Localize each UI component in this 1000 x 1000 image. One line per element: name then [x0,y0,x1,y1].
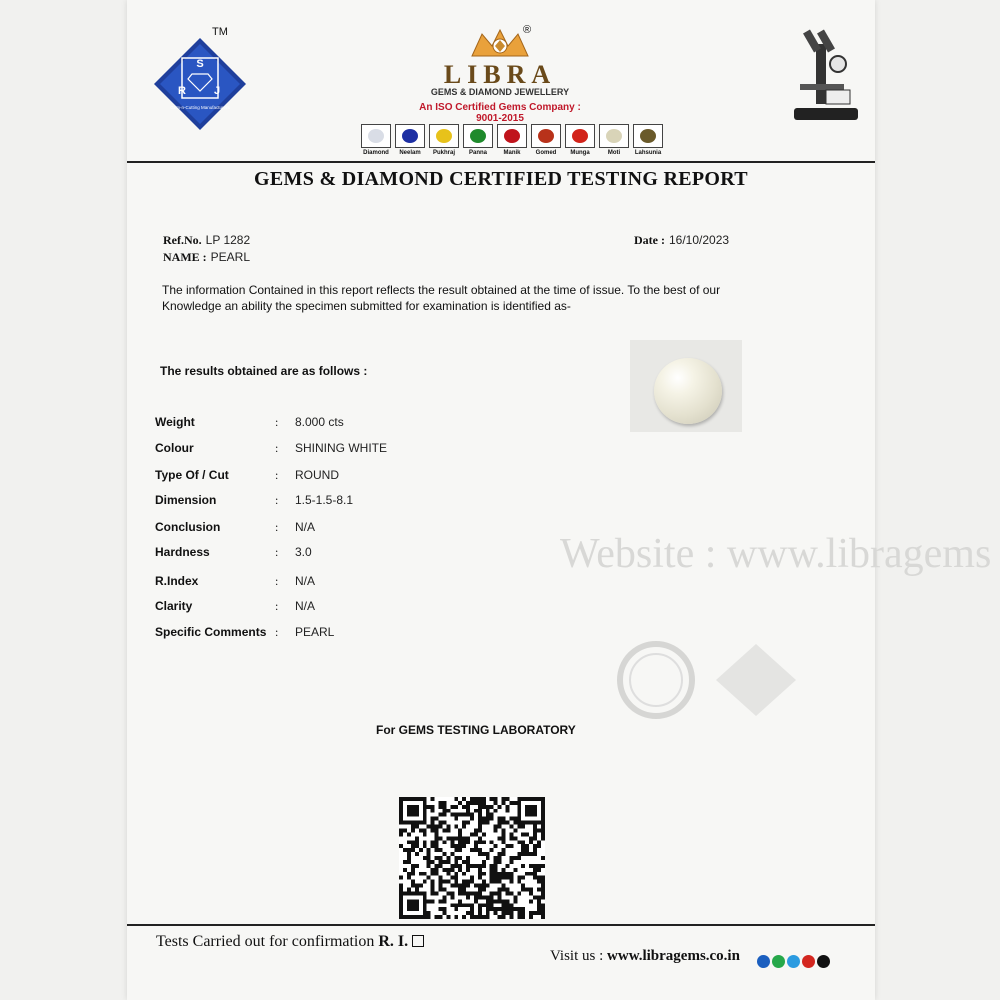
gem-label: Manik [503,150,521,156]
results-header: The results obtained are as follows : [160,364,368,378]
result-value: N/A [295,574,316,588]
ri-text: R. I. [378,933,409,950]
result-key: Weight [155,415,195,429]
gem-stone-icon [565,124,595,148]
name-value: PEARL [210,250,251,264]
gem-item [632,124,664,156]
gem-label: Munga [570,150,590,156]
result-value: PEARL [295,625,335,639]
tests-confirmation [156,933,424,951]
brand-subtitle: GEMS & DIAMOND JEWELLERY [430,87,570,97]
result-key: Dimension [155,493,217,507]
result-value: N/A [295,599,316,613]
name-label: NAME : [163,250,207,264]
result-row [155,413,344,431]
gem-stone-icon [429,124,459,148]
result-value: SHINING WHITE [295,441,387,455]
result-colon: : [275,544,279,559]
result-colon: : [275,598,279,613]
website-watermark: Website : www.libragems [560,531,992,577]
result-value: 3.0 [295,545,312,559]
result-key: R.Index [155,574,199,588]
gem-label: Neelam [399,150,421,156]
trademark-mark: TM [212,26,228,38]
result-key: Hardness [155,545,210,559]
gem-color-swatch [470,129,486,143]
instagram-icon[interactable] [817,955,830,968]
ri-checkbox[interactable] [412,935,424,947]
seal-watermark [614,640,804,720]
website-link[interactable]: www.libragems.co.in [607,948,740,964]
report-date [634,231,729,249]
result-key: Conclusion [155,520,221,534]
lab-signature-label: For GEMS TESTING LABORATORY [376,723,576,737]
result-key: Colour [155,441,194,455]
result-colon: : [275,467,279,482]
gem-stone-icon [395,124,425,148]
result-colon: : [275,440,279,455]
date-value: 16/10/2023 [668,233,730,247]
srj-letter-j: J [214,85,221,97]
gem-item [564,124,596,156]
footer-divider [127,924,875,926]
gem-stone-icon [361,124,391,148]
gem-label: Pukhraj [432,150,455,156]
srj-caption: Gem-n-Cutting Manufacturers [170,105,230,110]
gem-color-swatch [538,129,554,143]
visit-label: Visit us : [550,948,604,964]
intro-line-2: Knowledge an ability the specimen submitted for examination is identified as- [162,299,571,313]
result-row [155,518,315,536]
result-colon: : [275,519,279,534]
result-colon: : [275,573,279,588]
report-intro [162,282,782,314]
qr-code[interactable] [398,797,546,919]
gem-color-swatch [402,129,418,143]
pearl-image [654,358,722,424]
whatsapp-icon[interactable] [772,955,785,968]
registered-mark: ® [523,24,532,36]
report-title: GEMS & DIAMOND CERTIFIED TESTING REPORT [254,168,748,190]
brand-name: LIBRA [443,60,557,89]
result-colon: : [275,624,279,639]
result-value: 1.5-1.5-8.1 [295,493,354,507]
iso-certification: An ISO Certified Gems Company : 9001-2015 [419,102,581,124]
result-colon: : [275,492,279,507]
gem-item [462,124,494,156]
gem-item [394,124,426,156]
gem-stone-icon [633,124,663,148]
gem-label: Lahsunia [634,150,662,156]
twitter-icon[interactable] [787,955,800,968]
intro-line-1: The information Contained in this report reflects the result obtained at the time of issue. To the best of our [162,283,721,297]
specimen-name [163,248,250,266]
srj-letter-s: S [196,58,204,70]
header-divider [127,161,875,163]
gem-types-row [360,124,664,156]
gem-color-swatch [504,129,520,143]
result-row [155,439,387,457]
gem-stone-icon [531,124,561,148]
gem-color-swatch [436,129,452,143]
gem-stone-icon [463,124,493,148]
social-icons [757,955,830,968]
gem-label: Moti [607,150,621,156]
gem-label: Panna [468,150,487,156]
result-value: ROUND [295,468,339,482]
gem-item [598,124,630,156]
srj-logo [152,36,248,132]
gem-item [496,124,528,156]
result-row [155,597,315,615]
result-value: N/A [295,520,316,534]
tests-text: Tests Carried out for confirmation [156,933,375,950]
youtube-icon[interactable] [802,955,815,968]
result-colon: : [275,414,279,429]
gem-stone-icon [599,124,629,148]
gem-color-swatch [368,129,384,143]
result-row [155,572,315,590]
facebook-icon[interactable] [757,955,770,968]
gem-item [360,124,392,156]
gem-color-swatch [572,129,588,143]
result-row [155,491,353,509]
gem-color-swatch [640,129,656,143]
gem-label: Gomed [535,150,557,156]
result-row [155,466,339,484]
result-key: Type Of / Cut [155,468,229,482]
gem-color-swatch [606,129,622,143]
microscope-icon [786,24,866,124]
ref-label: Ref.No. [163,233,202,247]
date-label: Date : [634,233,665,247]
srj-letter-r: R [178,85,186,97]
ref-value: LP 1282 [205,233,251,247]
gem-label: Diamond [363,150,389,156]
gem-item [530,124,562,156]
result-key: Clarity [155,599,193,613]
gem-item [428,124,460,156]
result-row [155,543,312,561]
result-value: 8.000 cts [295,415,344,429]
result-row [155,623,334,641]
gem-stone-icon [497,124,527,148]
ref-no [163,231,250,249]
result-key: Specific Comments [155,625,267,639]
visit-us [550,948,740,965]
